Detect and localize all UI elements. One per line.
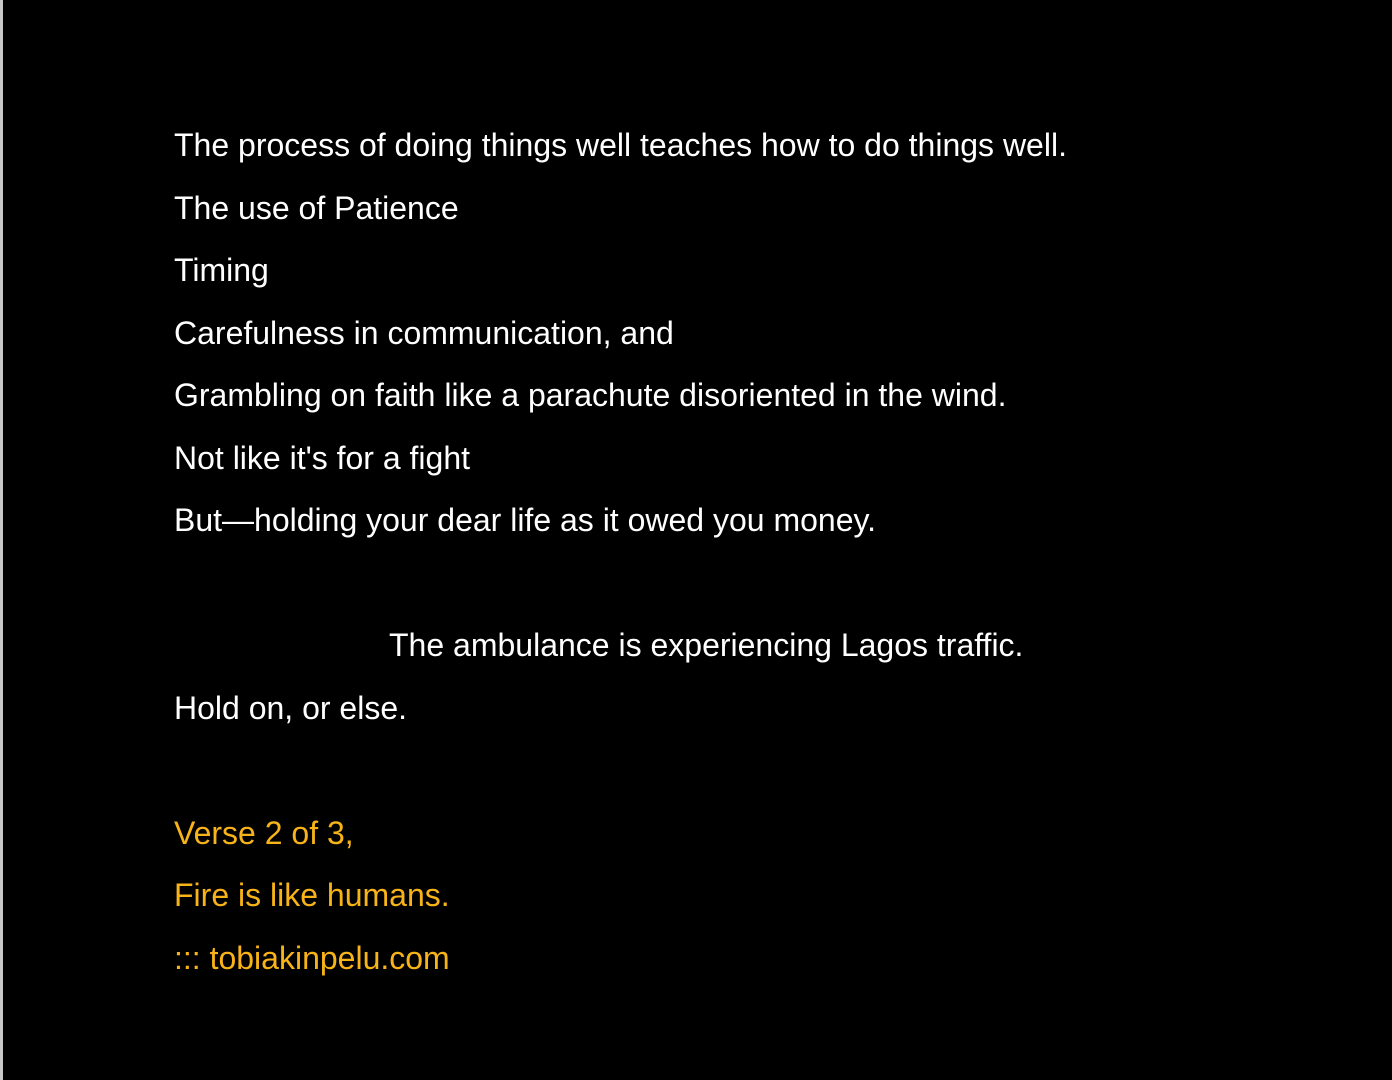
poem-line: Not like it's for a fight [174, 439, 470, 476]
poem-line: Carefulness in communication, and [174, 314, 674, 351]
poem-line: Timing [174, 252, 269, 288]
poem-line: Grambling on faith like a parachute disoriented in the wind. [174, 377, 1007, 413]
poem-line: But—holding your dear life as it owed you money. [174, 502, 877, 538]
window-edge [0, 0, 3, 1080]
verse-number: Verse 2 of 3, [174, 814, 354, 851]
poem-line: Hold on, or else. [174, 689, 408, 726]
website-credit: ::: tobiakinpelu.com [174, 939, 450, 976]
stanza-break [174, 552, 1324, 615]
poem-line: The use of Patience [174, 189, 459, 226]
poem-line: The process of doing things well teaches how to do things well. [174, 127, 1067, 163]
stanza-break [174, 739, 1324, 802]
poem-line-indented: The ambulance is experiencing Lagos traffic. [389, 627, 1024, 663]
poem-title: Fire is like humans. [174, 877, 450, 913]
poem-body [174, 114, 1324, 989]
